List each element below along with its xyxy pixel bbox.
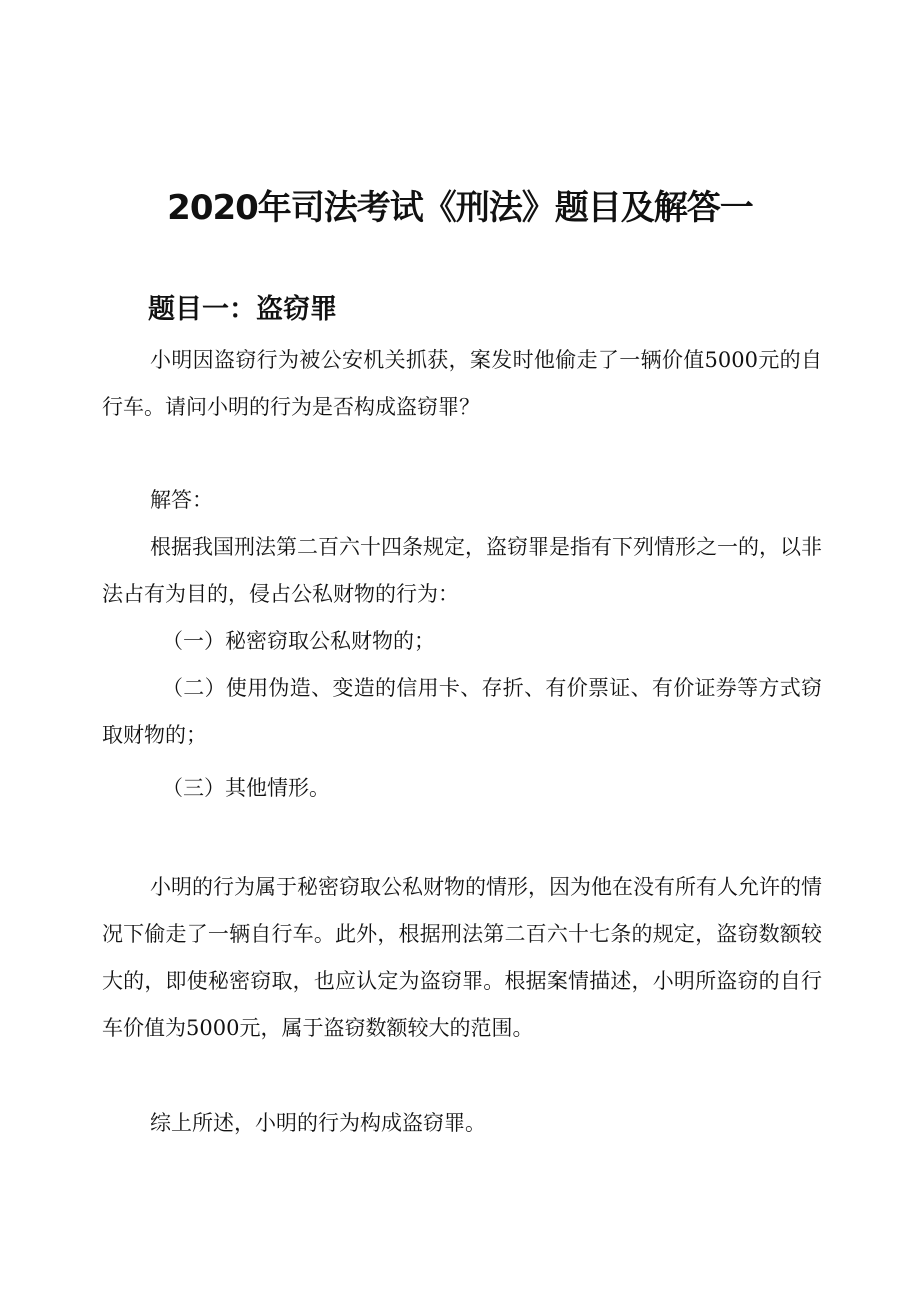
answer-label: 解答： [150, 488, 213, 512]
list-item-3: （三）其他情形。 [162, 776, 330, 800]
analysis-paragraph: 小明的行为属于秘密窃取公私财物的情形，因为他在没有所有人允许的情况下偷走了一辆自行车。此外，根据刑法第二百六十七条的规定，盗窃数额较大的，即使秘密窃取，也应认定为盗窃罪。根据案情描述，小明所盗窃的自行车价值为5000元，属于盗窃数额较大的范围。 [102, 875, 822, 1040]
conclusion-paragraph: 综上所述，小明的行为构成盗窃罪。 [150, 1111, 486, 1135]
answer-intro-paragraph: 根据我国刑法第二百六十四条规定，盗窃罪是指有下列情形之一的，以非法占有为目的，侵占公私财物的行为： [102, 535, 822, 606]
section-heading: 题目一：盗窃罪 [148, 294, 337, 325]
document-title: 2020年司法考试《刑法》题目及解答一 [167, 188, 753, 228]
list-item-2: （二）使用伪造、变造的信用卡、存折、有价票证、有价证券等方式窃取财物的； [102, 676, 822, 747]
question-paragraph: 小明因盗窃行为被公安机关抓获，案发时他偷走了一辆价值5000元的自行车。请问小明的行为是否构成盗窃罪？ [102, 348, 822, 419]
list-item-1: （一）秘密窃取公私财物的； [162, 629, 435, 653]
